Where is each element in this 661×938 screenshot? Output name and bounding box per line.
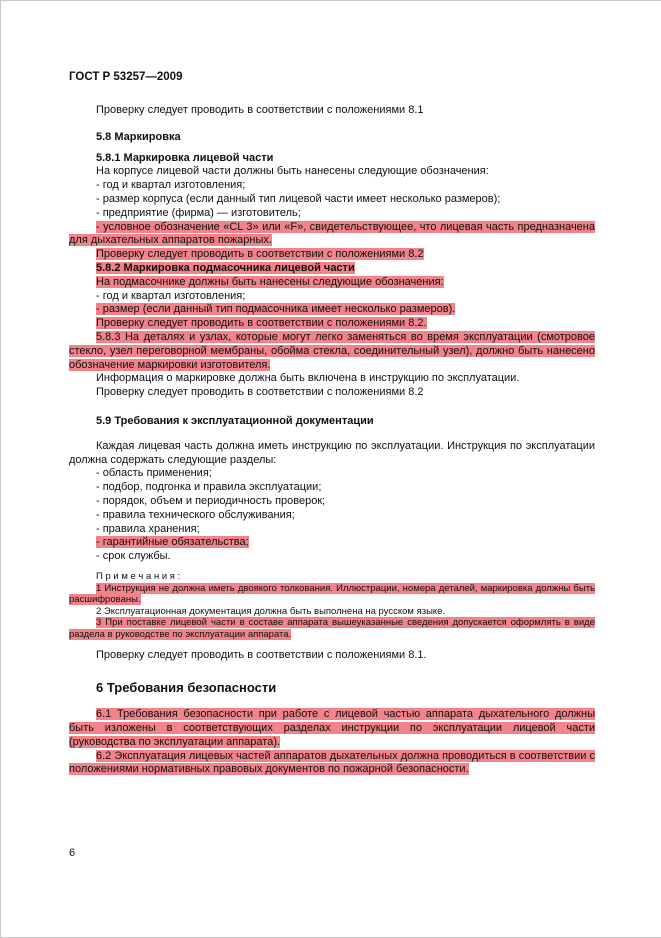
text-run: - размер корпуса (если данный тип лицевой части имеет несколько размеров);	[96, 192, 501, 205]
paragraph	[69, 179, 595, 193]
highlighted-text: 3 При поставке лицевой части в составе аппарата вышеуказанные сведения допускается оформлять в виде раздела в руководстве по эксплуатации аппарата.	[69, 617, 595, 640]
highlighted-text: 6.2 Эксплуатация лицевых частей аппаратов дыхательных должна проводиться в соответствии с положениями нормативных правовых документов по пожарной безопасности.	[69, 749, 595, 776]
paragraph	[69, 750, 595, 778]
paragraph	[69, 649, 595, 663]
text-run: - подбор, подгонка и правила эксплуатации;	[96, 481, 322, 494]
highlighted-text: 1 Инструкция не должна иметь двоякого толкования. Иллюстрации, номера деталей, маркировка должны быть расшифрованы.	[69, 582, 595, 606]
highlighted-text: - гарантийные обязательства;	[96, 536, 249, 549]
text-run: 5.8.1 Маркировка лицевой части	[96, 151, 274, 164]
text-run: Каждая лицевая часть должна иметь инструкцию по эксплуатации. Инструкция по эксплуатации должна содержать следующие разделы:	[69, 439, 595, 466]
paragraph	[69, 104, 595, 118]
highlighted-text: - размер (если данный тип подмасочника имеет несколько размеров).	[96, 303, 456, 316]
note	[69, 606, 595, 618]
paragraph	[69, 372, 595, 386]
paragraph	[69, 495, 595, 509]
paragraph	[69, 331, 595, 372]
text-run: - область применения;	[96, 467, 212, 480]
paragraph	[69, 536, 595, 550]
paragraph	[69, 467, 595, 481]
highlighted-text: Проверку следует проводить в соответствии с положениями 8.2.	[96, 317, 427, 330]
page-number: 6	[69, 847, 76, 859]
text-run: - правила технического обслуживания;	[96, 508, 295, 521]
text-run: - год и квартал изготовления;	[96, 179, 246, 192]
text-run: Проверку следует проводить в соответствии с положениями 8.1.	[96, 649, 427, 662]
text-run: 5.9 Требования к эксплуатационной документации	[96, 414, 374, 427]
paragraph	[69, 276, 595, 290]
paragraph	[69, 440, 595, 468]
paragraph	[69, 165, 595, 179]
note	[69, 583, 595, 606]
text-run: На корпусе лицевой части должны быть нанесены следующие обозначения:	[96, 165, 489, 178]
paragraph	[69, 193, 595, 207]
text-run: - правила хранения;	[96, 522, 200, 535]
text-run: - порядок, объем и периодичность проверок;	[96, 494, 326, 507]
highlighted-text: - условное обозначение «CL 3» или «F», свидетельствующее, что лицевая часть предназначена для дыхательных аппаратов пожарных.	[69, 220, 595, 247]
paragraph	[69, 317, 595, 331]
text-run: - предприятие (фирма) — изготовитель;	[96, 206, 301, 219]
paragraph	[69, 708, 595, 749]
highlighted-text: Проверку следует проводить в соответствии с положениями 8.2	[96, 248, 424, 261]
paragraph	[69, 303, 595, 317]
text-run: - срок службы.	[96, 550, 171, 563]
subsection-heading	[69, 262, 595, 276]
text-run: 5.8 Маркировка	[96, 130, 181, 143]
paragraph	[69, 290, 595, 304]
paragraph	[69, 221, 595, 249]
text-run: Проверку следует проводить в соответствии с положениями 8.1	[96, 104, 424, 116]
document-body	[69, 104, 595, 777]
section-heading	[69, 131, 595, 145]
note	[69, 617, 595, 640]
text-run: 2 Эксплуатационная документация должна быть выполнена на русском языке.	[96, 605, 446, 617]
section-heading	[69, 415, 595, 429]
text-run: П р и м е ч а н и я :	[96, 570, 181, 582]
highlighted-text: 6.1 Требования безопасности при работе с лицевой частью аппарата дыхательного должны быть изложены в соответствующих разделах инструкции по эксплуатации лицевой части (руководства по эксплуатации аппарата).	[69, 708, 595, 748]
highlighted-text: 5.8.2 Маркировка подмасочника лицевой части	[96, 261, 355, 274]
subsection-heading	[69, 152, 595, 166]
text-run: - год и квартал изготовления;	[96, 289, 246, 302]
document-header-title: ГОСТ Р 53257—2009	[69, 71, 183, 83]
notes-label	[69, 571, 595, 583]
chapter-heading	[69, 680, 595, 695]
paragraph	[69, 207, 595, 221]
paragraph	[69, 523, 595, 537]
highlighted-text: На подмасочнике должны быть нанесены следующие обозначения:	[96, 275, 444, 288]
highlighted-text: 5.8.3 На деталях и узлах, которые могут легко заменяться во время эксплуатации (смотровое стекло, узел переговорной мембраны, обойма стекла, соединительный узел), должно быть нанесено обозначение маркировки изготовителя.	[69, 330, 595, 371]
paragraph	[69, 481, 595, 495]
text-run: Информация о маркировке должна быть включена в инструкцию по эксплуатации.	[96, 372, 520, 385]
paragraph	[69, 386, 595, 400]
paragraph	[69, 550, 595, 564]
paragraph	[69, 248, 595, 262]
paragraph	[69, 509, 595, 523]
text-run: Проверку следует проводить в соответствии с положениями 8.2	[96, 386, 424, 399]
text-run: 6 Требования безопасности	[96, 680, 277, 696]
